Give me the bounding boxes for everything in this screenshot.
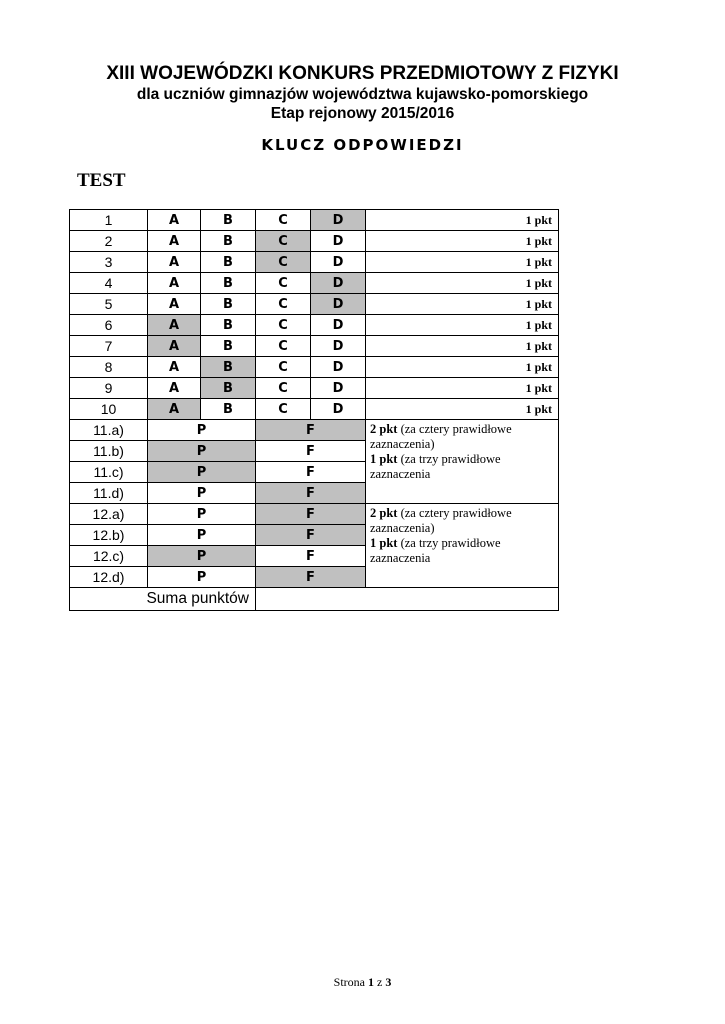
note-points-full: 2 pkt bbox=[370, 422, 398, 436]
option-c-correct: C bbox=[256, 252, 311, 273]
option-c: C bbox=[256, 399, 311, 420]
mc-question-row bbox=[70, 252, 559, 273]
mc-question-row bbox=[70, 399, 559, 420]
footer-prefix: Strona bbox=[333, 975, 365, 989]
option-f-correct: F bbox=[256, 567, 366, 588]
option-b: B bbox=[201, 336, 256, 357]
mc-question-row bbox=[70, 378, 559, 399]
option-p-correct: P bbox=[148, 546, 256, 567]
option-d-correct: D bbox=[311, 294, 366, 315]
note-text-full: (za cztery prawidłowe zaznaczenia) bbox=[370, 422, 512, 451]
sum-value bbox=[256, 588, 559, 611]
tf-question-row bbox=[70, 504, 559, 525]
option-d: D bbox=[311, 252, 366, 273]
question-number: 11.c) bbox=[70, 462, 148, 483]
test-section-title: TEST bbox=[77, 170, 126, 191]
question-number: 9 bbox=[70, 378, 148, 399]
option-a: A bbox=[148, 378, 201, 399]
option-d: D bbox=[311, 399, 366, 420]
option-b: B bbox=[201, 252, 256, 273]
option-a: A bbox=[148, 273, 201, 294]
note-text-partial: (za trzy prawidłowe zaznaczenia bbox=[370, 536, 501, 565]
option-a: A bbox=[148, 231, 201, 252]
option-f: F bbox=[256, 441, 366, 462]
option-p-correct: P bbox=[148, 441, 256, 462]
option-c: C bbox=[256, 273, 311, 294]
option-d: D bbox=[311, 357, 366, 378]
question-number: 12.a) bbox=[70, 504, 148, 525]
option-f-correct: F bbox=[256, 525, 366, 546]
points-value: 1 pkt bbox=[366, 378, 559, 399]
points-value: 1 pkt bbox=[366, 231, 559, 252]
contest-stage: Etap rejonowy 2015/2016 bbox=[270, 105, 455, 122]
mc-question-row bbox=[70, 357, 559, 378]
option-a: A bbox=[148, 294, 201, 315]
option-d-correct: D bbox=[311, 273, 366, 294]
answer-key-table bbox=[69, 209, 559, 611]
mc-question-row bbox=[70, 231, 559, 252]
option-d: D bbox=[311, 315, 366, 336]
question-number: 12.c) bbox=[70, 546, 148, 567]
option-f-correct: F bbox=[256, 420, 366, 441]
mc-question-row bbox=[70, 210, 559, 231]
mc-question-row bbox=[70, 273, 559, 294]
option-p: P bbox=[148, 504, 256, 525]
mc-question-row bbox=[70, 336, 559, 357]
points-value: 1 pkt bbox=[366, 273, 559, 294]
sum-row bbox=[70, 588, 559, 611]
question-number: 11.b) bbox=[70, 441, 148, 462]
page-footer bbox=[0, 975, 725, 990]
question-number: 2 bbox=[70, 231, 148, 252]
points-value: 1 pkt bbox=[366, 210, 559, 231]
option-p: P bbox=[148, 483, 256, 504]
option-b: B bbox=[201, 273, 256, 294]
option-c: C bbox=[256, 315, 311, 336]
option-d: D bbox=[311, 336, 366, 357]
option-b-correct: B bbox=[201, 357, 256, 378]
mc-question-row bbox=[70, 315, 559, 336]
contest-subtitle: dla uczniów gimnazjów województwa kujawsko-pomorskiego bbox=[136, 86, 589, 103]
option-b: B bbox=[201, 210, 256, 231]
question-number: 12.d) bbox=[70, 567, 148, 588]
option-p: P bbox=[148, 525, 256, 546]
footer-page: 1 bbox=[368, 975, 374, 989]
option-p: P bbox=[148, 420, 256, 441]
scoring-note bbox=[366, 420, 559, 504]
question-number: 8 bbox=[70, 357, 148, 378]
option-f-correct: F bbox=[256, 483, 366, 504]
answer-key-title: KLUCZ ODPOWIEDZI bbox=[261, 136, 464, 154]
option-c: C bbox=[256, 210, 311, 231]
option-d: D bbox=[311, 231, 366, 252]
option-b: B bbox=[201, 399, 256, 420]
option-a: A bbox=[148, 252, 201, 273]
points-value: 1 pkt bbox=[366, 294, 559, 315]
option-c: C bbox=[256, 357, 311, 378]
mc-question-row bbox=[70, 294, 559, 315]
question-number: 4 bbox=[70, 273, 148, 294]
points-value: 1 pkt bbox=[366, 357, 559, 378]
question-number: 6 bbox=[70, 315, 148, 336]
option-c-correct: C bbox=[256, 231, 311, 252]
option-a-correct: A bbox=[148, 315, 201, 336]
option-p-correct: P bbox=[148, 462, 256, 483]
option-c: C bbox=[256, 294, 311, 315]
question-number: 11.d) bbox=[70, 483, 148, 504]
question-number: 11.a) bbox=[70, 420, 148, 441]
option-f-correct: F bbox=[256, 504, 366, 525]
points-value: 1 pkt bbox=[366, 315, 559, 336]
note-points-partial: 1 pkt bbox=[370, 536, 398, 550]
option-a: A bbox=[148, 210, 201, 231]
option-b: B bbox=[201, 231, 256, 252]
points-value: 1 pkt bbox=[366, 399, 559, 420]
scoring-note bbox=[366, 504, 559, 588]
option-c: C bbox=[256, 336, 311, 357]
question-number: 1 bbox=[70, 210, 148, 231]
sum-label: Suma punktów bbox=[70, 588, 256, 611]
option-a: A bbox=[148, 357, 201, 378]
option-b-correct: B bbox=[201, 378, 256, 399]
points-value: 1 pkt bbox=[366, 336, 559, 357]
footer-sep: z bbox=[377, 975, 383, 989]
tf-question-row bbox=[70, 420, 559, 441]
points-value: 1 pkt bbox=[366, 252, 559, 273]
option-c: C bbox=[256, 378, 311, 399]
note-points-full: 2 pkt bbox=[370, 506, 398, 520]
option-f: F bbox=[256, 546, 366, 567]
option-p: P bbox=[148, 567, 256, 588]
question-number: 12.b) bbox=[70, 525, 148, 546]
option-f: F bbox=[256, 462, 366, 483]
footer-total: 3 bbox=[385, 975, 392, 989]
option-d: D bbox=[311, 378, 366, 399]
question-number: 5 bbox=[70, 294, 148, 315]
option-b: B bbox=[201, 294, 256, 315]
option-a-correct: A bbox=[148, 399, 201, 420]
question-number: 10 bbox=[70, 399, 148, 420]
question-number: 7 bbox=[70, 336, 148, 357]
contest-title: XIII WOJEWÓDZKI KONKURS PRZEDMIOTOWY Z FIZYKI bbox=[106, 63, 619, 84]
note-text-partial: (za trzy prawidłowe zaznaczenia bbox=[370, 452, 501, 481]
note-text-full: (za cztery prawidłowe zaznaczenia) bbox=[370, 506, 512, 535]
option-d-correct: D bbox=[311, 210, 366, 231]
option-a-correct: A bbox=[148, 336, 201, 357]
option-b: B bbox=[201, 315, 256, 336]
question-number: 3 bbox=[70, 252, 148, 273]
note-points-partial: 1 pkt bbox=[370, 452, 398, 466]
